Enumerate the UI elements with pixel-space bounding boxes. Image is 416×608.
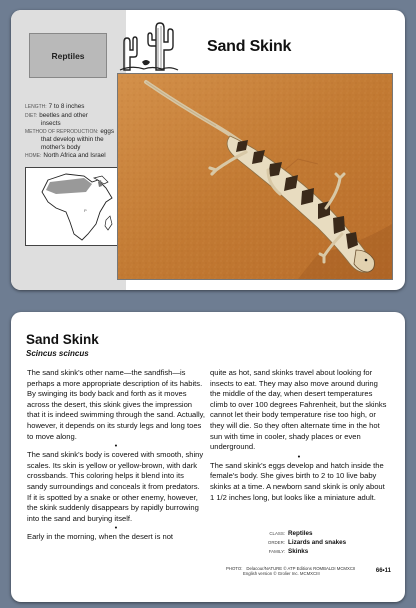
class-row: CLASS: Reptiles	[269, 530, 313, 537]
fact-diet-cont: insects	[41, 120, 61, 128]
fact-length: LENGTH: 7 to 8 inches	[25, 103, 85, 110]
fact-repro-cont2: mother's body	[41, 143, 81, 151]
bullet-separator: •	[297, 451, 301, 461]
card-number: 66•11	[375, 568, 391, 574]
paragraph: The sand skink's eggs develop and hatch inside the female's body. She gives birth to 2 to 10 live baby skinks at a time. A newborn sand skink is only about 1 1/2 inches long, but looks like a miniature adult.	[210, 460, 385, 502]
fact-diet: DIET: beetles and other	[25, 111, 88, 119]
svg-text:P: P	[84, 208, 87, 213]
back-card	[11, 312, 405, 602]
card-title: Sand Skink	[207, 38, 292, 55]
fact-reproduction: METHOD OF REPRODUCTION: eggs	[25, 127, 114, 135]
family-row: FAMILY: Skinks	[268, 547, 309, 555]
bullet-separator: •	[114, 523, 118, 533]
desert-cactus-icon	[118, 20, 180, 72]
category-label: Reptiles	[51, 50, 85, 61]
paragraph: The sand skink's body is covered with smooth, shiny scales. Its skin is yellow or yellow-brown, with dark crossbands. This coloring helps it blend into its sandy surroundings and conceals it from predators. If it is spotted by a snake or other enemy, however, the skink suddenly disappears by rapidly burrowing into the sand and burying itself.	[27, 450, 204, 523]
paragraph: Early in the morning, when the desert is not	[27, 532, 174, 542]
copyright-line: English version © Grolier Inc. MCMXCIII	[243, 571, 320, 577]
sand-skink-photo	[117, 73, 393, 280]
fact-list	[25, 103, 125, 160]
category-box	[29, 33, 107, 78]
photo-credit: PHOTO: Delacour/NATURE © ATP Editions ROMBALDI MCMXCII English version © Grolier Inc. MCMXCIII	[226, 566, 356, 577]
front-card	[11, 10, 405, 290]
fact-home: HOME: North Africa and Israel	[25, 151, 106, 159]
paragraph: The sand skink's other name—the sandfish—is perhaps a more appropriate description of its habits. By swinging its body back and forth as it moves across the desert, this skink gives the impression that it is indeed swimming through the sand. Actually, however, it depends on its sturdy legs and long toes to move along.	[27, 368, 205, 441]
classification	[264, 530, 346, 556]
paragraph: quite as hot, sand skinks travel about looking for insects to eat. They may also move around during the middle of the day, when desert temperatures climb to over 100 degrees Fahrenheit, but the skinks cannot let their body temperature rise too high, or they will die. So they often alternate time in the hot sun with time in cooler, shady places or even underground.	[210, 368, 387, 452]
order-row: ORDER: Lizards and snakes	[267, 538, 347, 546]
back-title: Sand Skink	[26, 332, 99, 347]
bullet-separator: •	[114, 441, 118, 451]
scientific-name: Scincus scincus	[26, 349, 89, 358]
fact-repro-cont: that develop within the	[41, 136, 104, 144]
africa-map-icon	[25, 167, 126, 246]
text-column-2	[210, 368, 388, 503]
info-panel	[11, 10, 126, 290]
text-column-1	[27, 368, 205, 543]
